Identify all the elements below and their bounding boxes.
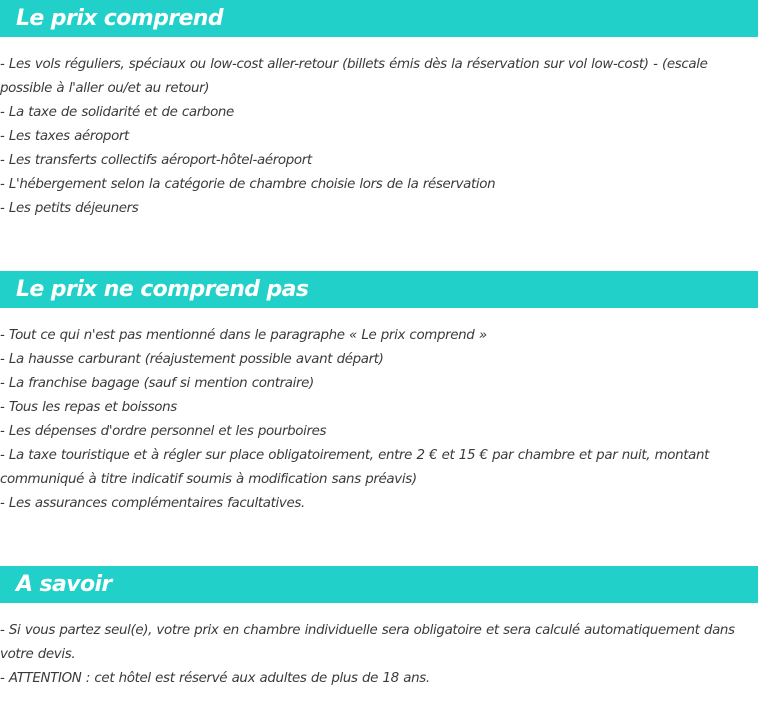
list-item: - Si vous partez seul(e), votre prix en chambre individuelle sera obligatoire et sera calculé automatiquement dans votre devis. bbox=[0, 623, 735, 662]
list-item: - Les transferts collectifs aéroport-hôtel-aéroport bbox=[0, 153, 312, 168]
section-header-price-includes: Le prix comprend bbox=[0, 0, 758, 37]
list-item: - Les dépenses d'ordre personnel et les pourboires bbox=[0, 424, 327, 439]
list-item: - Tous les repas et boissons bbox=[0, 400, 177, 415]
list-item: - ATTENTION : cet hôtel est réservé aux adultes de plus de 18 ans. bbox=[0, 671, 430, 686]
list-item: - Les taxes aéroport bbox=[0, 129, 129, 144]
list-item: - Les assurances complémentaires facultatives. bbox=[0, 496, 305, 511]
list-item: - La taxe de solidarité et de carbone bbox=[0, 105, 234, 120]
list-item: - Tout ce qui n'est pas mentionné dans le paragraphe « Le prix comprend » bbox=[0, 328, 487, 343]
list-item: - L'hébergement selon la catégorie de chambre choisie lors de la réservation bbox=[0, 177, 496, 192]
good-to-know-list bbox=[0, 619, 756, 691]
section-header-good-to-know: A savoir bbox=[0, 566, 758, 603]
list-item: - La franchise bagage (sauf si mention contraire) bbox=[0, 376, 314, 391]
list-item: - La taxe touristique et à régler sur place obligatoirement, entre 2 € et 15 € par chambre et par nuit, montant communiqué à titre indicatif soumis à modification sans préavis) bbox=[0, 448, 710, 487]
list-item: - La hausse carburant (réajustement possible avant départ) bbox=[0, 352, 384, 367]
price-includes-list bbox=[0, 53, 756, 221]
price-excludes-list bbox=[0, 324, 756, 516]
section-header-price-excludes: Le prix ne comprend pas bbox=[0, 271, 758, 308]
list-item: - Les vols réguliers, spéciaux ou low-cost aller-retour (billets émis dès la réservation sur vol low-cost) - (escale possible à l'aller ou/et au retour) bbox=[0, 57, 708, 96]
list-item: - Les petits déjeuners bbox=[0, 201, 139, 216]
